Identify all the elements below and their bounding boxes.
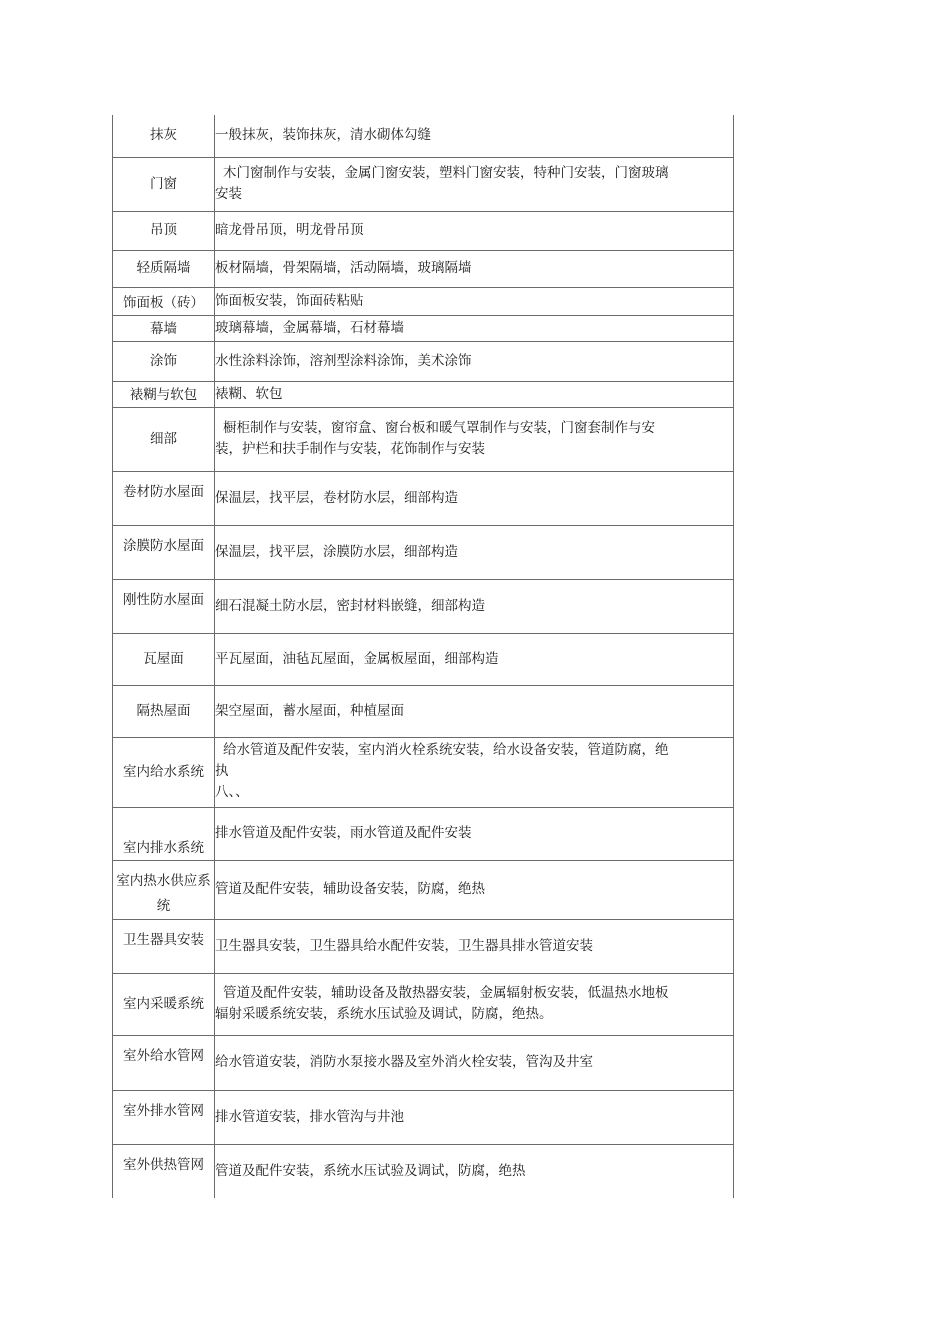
category-cell: 涂饰	[113, 341, 215, 381]
description-cell: 板材隔墙，骨架隔墙，活动隔墙，玻璃隔墙	[215, 250, 734, 287]
category-cell: 涂膜防水屋面	[113, 525, 215, 579]
category-cell: 室内给水系统	[113, 737, 215, 807]
category-cell: 室外给水管网	[113, 1035, 215, 1090]
category-cell: 室外排水管网	[113, 1090, 215, 1144]
description-cell: 给水管道安装，消防水泵接水器及室外消火栓安装，管沟及井室	[215, 1035, 734, 1090]
description-cell: 水性涂料涂饰，溶剂型涂料涂饰，美术涂饰	[215, 341, 734, 381]
category-cell: 隔热屋面	[113, 685, 215, 737]
category-cell: 室内热水供应系统	[113, 860, 215, 919]
description-cell: 平瓦屋面，油毡瓦屋面，金属板屋面，细部构造	[215, 633, 734, 685]
table-row	[113, 579, 734, 633]
table-row	[113, 525, 734, 579]
table-row	[113, 407, 734, 471]
table-row	[113, 1144, 734, 1198]
description-line: 执	[215, 762, 229, 779]
description-cell: 卫生器具安装，卫生器具给水配件安装，卫生器具排水管道安装	[215, 919, 734, 973]
description-cell	[215, 157, 734, 211]
table-row	[113, 1090, 734, 1144]
table-row	[113, 973, 734, 1035]
description-cell	[215, 737, 734, 807]
table-row	[113, 315, 734, 341]
description-cell: 一般抹灰，装饰抹灰，清水砌体勾缝	[215, 115, 734, 157]
category-cell: 饰面板（砖）	[113, 287, 215, 315]
category-cell: 吊顶	[113, 211, 215, 250]
category-cell: 卫生器具安装	[113, 919, 215, 973]
table-row	[113, 807, 734, 860]
description-line: 辐射采暖系统安装，系统水压试验及调试，防腐，绝热。	[215, 1006, 553, 1022]
table-row	[113, 211, 734, 250]
description-cell: 保温层，找平层，卷材防水层，细部构造	[215, 471, 734, 525]
table-row	[113, 860, 734, 919]
description-cell: 玻璃幕墙，金属幕墙，石材幕墙	[215, 315, 734, 341]
description-line: 装，护栏和扶手制作与安装，花饰制作与安装	[215, 441, 485, 457]
table-row	[113, 471, 734, 525]
description-cell: 排水管道安装，排水管沟与井池	[215, 1090, 734, 1144]
table-row	[113, 685, 734, 737]
category-cell: 门窗	[113, 157, 215, 211]
description-cell: 管道及配件安装，辅助设备安装，防腐，绝热	[215, 860, 734, 919]
category-cell: 刚性防水屋面	[113, 579, 215, 633]
description-cell	[215, 973, 734, 1035]
category-cell: 室内排水系统	[113, 807, 215, 860]
description-line: 八、、	[215, 783, 249, 800]
description-cell: 裱糊、软包	[215, 381, 734, 407]
category-cell: 瓦屋面	[113, 633, 215, 685]
table-row	[113, 341, 734, 381]
description-line: 给水管道及配件安装，室内消火栓系统安装，给水设备安装，管道防腐，绝	[223, 741, 669, 758]
description-cell: 细石混凝土防水层，密封材料嵌缝，细部构造	[215, 579, 734, 633]
category-cell: 抹灰	[113, 115, 215, 157]
description-cell: 暗龙骨吊顶，明龙骨吊顶	[215, 211, 734, 250]
description-cell: 架空屋面，蓄水屋面，种植屋面	[215, 685, 734, 737]
description-cell: 管道及配件安装，系统水压试验及调试，防腐，绝热	[215, 1144, 734, 1198]
table-row	[113, 737, 734, 807]
description-line: 橱柜制作与安装，窗帘盒、窗台板和暖气罩制作与安装，门窗套制作与安	[223, 420, 655, 436]
table-row	[113, 381, 734, 407]
category-cell: 室外供热管网	[113, 1144, 215, 1198]
table-row	[113, 157, 734, 211]
description-cell: 饰面板安装，饰面砖粘贴	[215, 287, 734, 315]
category-cell: 细部	[113, 407, 215, 471]
description-line: 木门窗制作与安装，金属门窗安装，塑料门窗安装，特种门安装，门窗玻璃	[223, 165, 669, 181]
category-cell: 裱糊与软包	[113, 381, 215, 407]
description-cell	[215, 407, 734, 471]
category-cell: 轻质隔墙	[113, 250, 215, 287]
description-cell: 排水管道及配件安装，雨水管道及配件安装	[215, 807, 734, 860]
table-row	[113, 919, 734, 973]
table-row	[113, 1035, 734, 1090]
description-cell: 保温层，找平层，涂膜防水层，细部构造	[215, 525, 734, 579]
category-cell: 幕墙	[113, 315, 215, 341]
table-row	[113, 250, 734, 287]
description-line: 管道及配件安装，辅助设备及散热器安装，金属辐射板安装，低温热水地板	[223, 985, 669, 1001]
category-cell: 卷材防水屋面	[113, 471, 215, 525]
table-row	[113, 115, 734, 157]
construction-division-table	[112, 115, 734, 1198]
table-row	[113, 633, 734, 685]
table-row	[113, 287, 734, 315]
category-cell: 室内采暖系统	[113, 973, 215, 1035]
description-line: 安装	[215, 186, 242, 202]
